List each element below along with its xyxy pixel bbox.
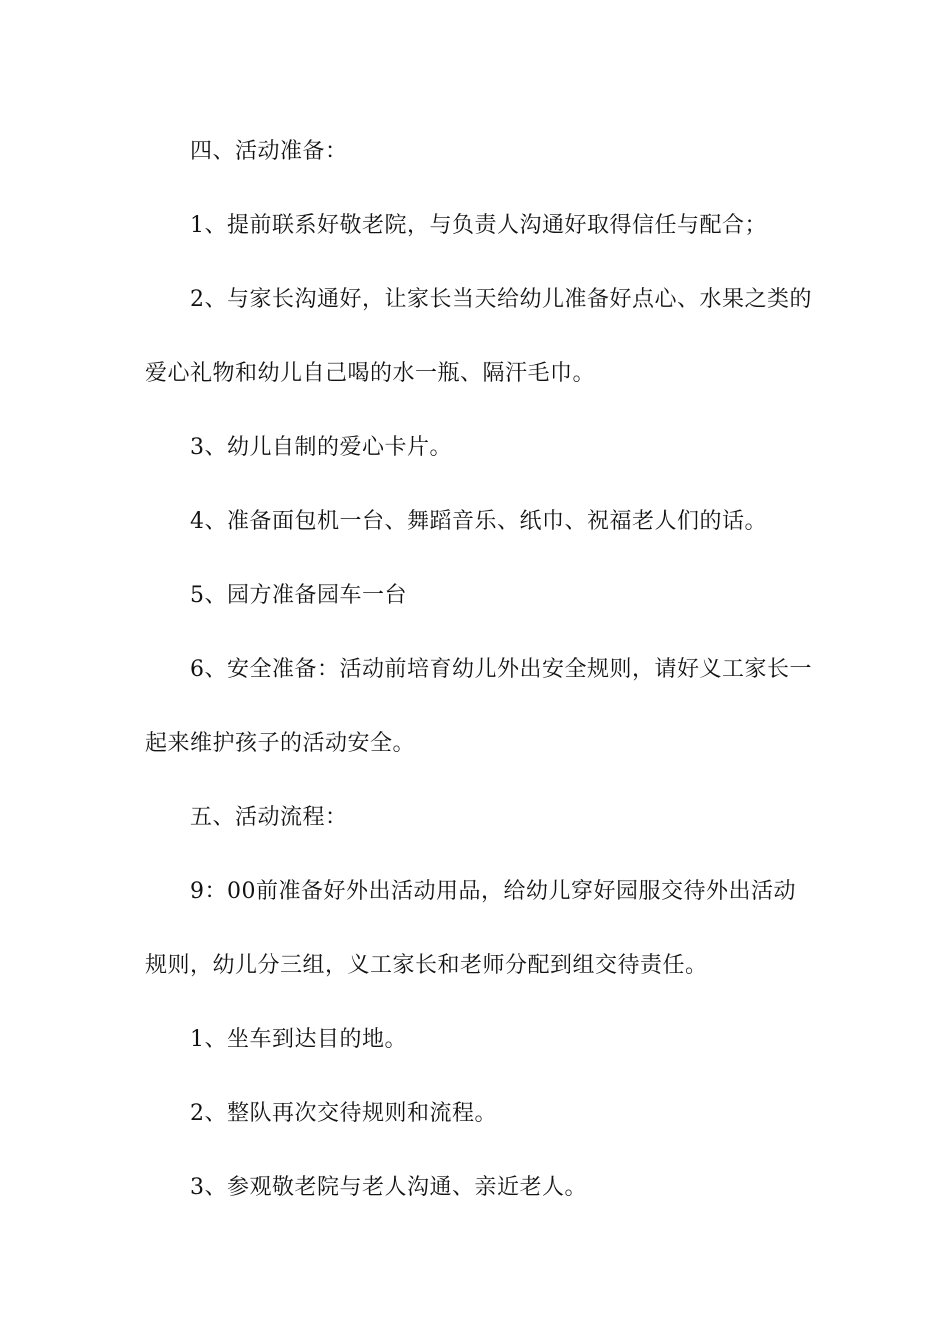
section-heading-process: 五、活动流程： (145, 805, 348, 830)
paragraph-process-intro: 9：00前准备好外出活动用品，给幼儿穿好园服交待外出活动规则，幼儿分三组，义工家长和老师分配到组交待责任。 (145, 879, 796, 978)
section-heading-preparation: 四、活动准备： (145, 139, 348, 164)
paragraph-process-3: 3、参观敬老院与老人沟通、亲近老人。 (145, 1175, 587, 1200)
paragraph-process-2: 2、整队再次交待规则和流程。 (145, 1101, 497, 1126)
paragraph-prep-2: 2、与家长沟通好，让家长当天给幼儿准备好点心、水果之类的爱心礼物和幼儿自己喝的水一瓶、隔汗毛巾。 (145, 287, 812, 386)
paragraph-prep-5: 5、园方准备园车一台 (145, 583, 407, 608)
paragraph-prep-3: 3、幼儿自制的爱心卡片。 (145, 435, 452, 460)
paragraph-prep-1: 1、提前联系好敬老院，与负责人沟通好取得信任与配合； (145, 213, 767, 238)
paragraph-prep-4: 4、准备面包机一台、舞蹈音乐、纸巾、祝福老人们的话。 (145, 509, 767, 534)
paragraph-prep-6: 6、安全准备：活动前培育幼儿外出安全规则，请好义工家长一起来维护孩子的活动安全。 (145, 657, 812, 756)
paragraph-process-1: 1、坐车到达目的地。 (145, 1027, 407, 1052)
